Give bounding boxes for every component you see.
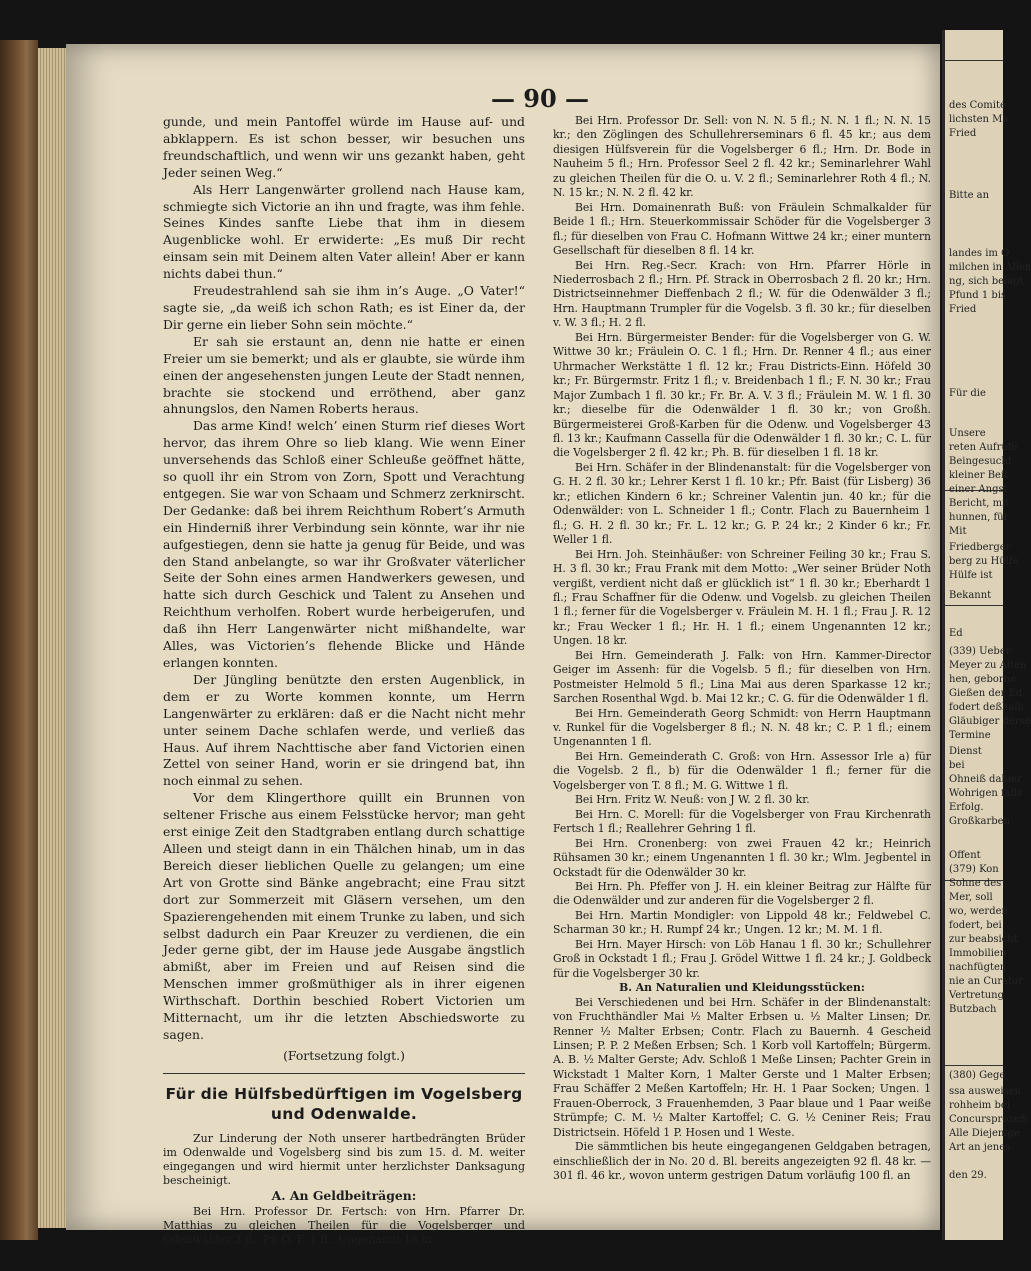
next-page-fragment: nie an Curator <box>949 976 1023 987</box>
next-page-fragment: Alle Diejenige <box>949 1128 1020 1139</box>
paragraph: Als Herr Langenwärter grollend nach Hause kam, schmiegte sich Victorie an ihn und fragte, was ihm fehle. Seines Kindes sanfte Liebe that ihm in diesem Augenblicke wohl. Er erwiderte: „Es muß Dir recht einsam sein mit Deinem alten Vater allein! Aber er kann nichts dabei thun.“ <box>163 181 525 282</box>
next-page-fragment: Friedberger <box>949 542 1011 553</box>
continuation-note: (Fortsetzung folgt.) <box>283 1047 405 1063</box>
next-page-fragment: (380) Gege <box>949 1070 1006 1081</box>
next-page-fragment: den 29. <box>949 1170 987 1181</box>
divider <box>163 1073 525 1074</box>
next-page-edge <box>942 30 1031 1240</box>
next-page-fragment: Wohrigen falls <box>949 788 1023 799</box>
donation-entry: Bei Hrn. Gemeinderath Georg Schmidt: von Herrn Hauptmann v. Runkel für die Vogelsberger 8 fl.; N. N. 48 kr.; C. P. 1 fl.; einem Ungenannten 1 fl. <box>553 706 931 749</box>
next-page-fragment: hen, geborne <box>949 674 1017 685</box>
next-page-fragment: Für die <box>949 388 986 399</box>
donation-entry: Bei Hrn. Gemeinderath C. Groß: von Hrn. Assessor Irle a) für die Vogelsb. 2 fl., b) für die Odenwälder 1 fl.; ferner für die Vogelsberger von T. 8 fl.; M. G. Wittwe 1 fl. <box>553 749 931 792</box>
section-b-heading: B. An Naturalien und Kleidungsstücken: <box>619 981 865 995</box>
divider <box>945 1065 1003 1066</box>
donation-entry: Bei Hrn. Bürgermeister Bender: für die Vogelsberger von G. W. Wittwe 30 kr.; Fräulein O. C. 1 fl.; Hrn. Dr. Renner 4 fl.; aus einer Uhrmacher Werkstätte 1 fl. 12 kr.; Frau Districts-Einn. Höfeld 30 kr.; Fr. Bürgermstr. Fritz 1 fl.; v. Breidenbach 1 fl.; F. N. 30 kr.; Frau Major Zumbach 1 fl. 30 kr.; Fr. Br. A. V. 3 fl.; Fräulein M. W. 1 fl. 30 kr.; dieselbe für die Odenwälder 1 fl. 30 kr.; von Großh. Bürgermeisterei Groß-Karben für die Odenw. und Vogelsberger 43 fl. 13 kr.; Kaufmann Cassella für die Odenwälder 1 fl. 30 kr.; C. L. für die Vogelsberger 2 fl. 42 kr.; Ph. B. für dieselben 1 fl. 18 kr. <box>553 330 931 460</box>
next-page-fragment: rohheim bei <box>949 1100 1010 1111</box>
next-page-fragment: Meyer zu Alten <box>949 660 1027 671</box>
next-page-fragment: Erfolg. <box>949 802 984 813</box>
donation-entry: Bei Hrn. Schäfer in der Blindenanstalt: für die Vogelsberger von G. H. 2 fl. 30 kr.; Lehrer Kerst 1 fl. 10 kr.; Pfr. Baist (für Lisberg) 36 kr.; etlichen Kindern 6 kr.; Schreiner Valentin jun. 40 kr.; für die Odenwälder: von L. Schneider 1 fl.; Contr. Flach zu Bauernheim 1 fl.; G. H. 2 fl. 30 kr.; Fr. L. 12 kr.; G. P. 24 kr.; 2 Kinder 6 kr.; Fr. Weller 1 fl. <box>553 460 931 547</box>
next-page-fragment: Großkarben <box>949 816 1011 827</box>
next-page-fragment: Dienst <box>949 746 982 757</box>
next-page-fragment: Vertretung <box>949 990 1005 1001</box>
donation-entry: Bei Hrn. Ph. Pfeffer von J. H. ein kleiner Beitrag zur Hälfte für die Odenwälder und zur anderen für die Vogelsberger 2 fl. <box>553 880 931 908</box>
next-page-fragment: Bekannt <box>949 590 992 601</box>
donation-entry: Bei Hrn. C. Morell: für die Vogelsberger von Frau Kirchenrath Fertsch 1 fl.; Reallehrer Gehring 1 fl. <box>553 807 931 836</box>
next-page-fragment: Unsere <box>949 428 986 439</box>
next-page-fragment: Ed <box>949 628 963 639</box>
next-page-fragment: Immobilien <box>949 948 1007 959</box>
next-page-fragment: Offent <box>949 850 981 861</box>
donation-entry: Bei Hrn. Joh. Steinhäußer: von Schreiner Feiling 30 kr.; Frau S. H. 3 fl. 30 kr.; Frau Frank mit dem Motto: „Wer seiner Brüder Noth vergißt, verdient nicht daß er glücklich ist“ 1 fl. 30 kr.; Eberhardt 1 fl.; Frau Schaffner für die Odenw. und Vogelsb. zu gleichen Theilen 1 fl.; ferner für die Vogelsberger v. Fräulein M. H. 1 fl.; Frau J. R. 12 kr.; Frau Wecker 1 fl.; Hr. H. 1 fl.; einem Ungenannten 12 kr.; Ungen. 18 kr. <box>553 547 931 648</box>
next-page-fragment: kleiner Beit <box>949 470 1009 481</box>
next-page-fragment: Sohne des <box>949 878 1002 889</box>
next-page-fragment: Gläubiger derse <box>949 716 1031 727</box>
page-edges <box>38 48 68 1228</box>
donation-entry: Bei Hrn. Fritz W. Neuß: von J W. 2 fl. 30 kr. <box>575 793 810 807</box>
paragraph: gunde, und mein Pantoffel würde im Hause auf- und abklappern. Es ist schon besser, wir besuchen uns freundschaftlich, und wenn wir uns gezankt haben, geht Jeder seinen Weg.“ <box>163 114 525 180</box>
paragraph: Er sah sie erstaunt an, denn nie hatte er einen Freier um sie bemerkt; und als er glaubte, sie würde ihm einen der angesehensten jungen Leute der Stadt nennen, brachte sie stockend und erröthend, aber ganz ahnungslos, den Namen Roberts heraus. <box>163 333 525 417</box>
next-page-fragment: milchen in Allen <box>949 262 1031 273</box>
next-page-fragment: ssa ausweisen <box>949 1086 1022 1097</box>
next-page-fragment: (339) Ueber <box>949 646 1011 657</box>
next-page-fragment: Fried <box>949 304 977 315</box>
paragraph: Vor dem Klingerthore quillt ein Brunnen von seltener Frische aus einem Felsstücke hervor; man geht erst einige Zeit den Stadtgraben entlang durch schattige Alleen und steigt dann in ein Thälchen hinab, um in das Bereich dieser lieblichen Quelle zu gelangen; um eine Art von Grotte sind Bänke angebracht; eine Frau sitzt dort zur Sommerzeit mit Gläsern versehen, um den Spazierengehenden mit einem Trunke zu laben, und sich selbst dadurch ein Paar Kreuzer zu verdienen, die ein Jeder gerne gibt, der im Hause jede Ausgabe ängstlich abmißt, aber im Freien und auf Reisen sind die Menschen immer großmüthiger als in ihrer eigenen Wirthschaft. Dorthin beschied Robert Victorien um Mitternacht, um ihr die letzten Abschiedsworte zu sagen. <box>163 790 525 1042</box>
next-page-fragment: Art an jenes <box>949 1142 1011 1153</box>
book-spine <box>0 40 38 1240</box>
divider <box>945 60 1003 61</box>
article-headline: Für die Hülfsbedürftigen im Vogelsberg und Odenwalde. <box>165 1084 523 1123</box>
next-page-fragment: Butzbach <box>949 1004 997 1015</box>
donation-entry: Bei Hrn. Mayer Hirsch: von Löb Hanau 1 fl. 30 kr.; Schullehrer Groß in Ockstadt 1 fl.; Frau J. Grödel Wittwe 1 fl. 24 kr.; J. Goldbeck für die Vogelsberger 30 kr. <box>553 937 931 980</box>
next-page-fragment: Mer, soll <box>949 892 993 903</box>
next-page-fragment: fodert deßhalb <box>949 702 1025 713</box>
next-page-fragment: nachfügten <box>949 962 1007 973</box>
right-column <box>553 114 931 1184</box>
next-page-fragment: zur beabsicht <box>949 934 1018 945</box>
next-page-fragment: Fried <box>949 128 977 139</box>
next-page-fragment: Pfund 1 bis <box>949 290 1007 301</box>
next-page-fragment: Bitte an <box>949 190 990 201</box>
next-page-fragment: hunnen, für <box>949 512 1009 523</box>
donation-entry: Bei Hrn. Domainenrath Buß: von Fräulein Schmalkalder für Beide 1 fl.; Hrn. Steuerkommissair Schöder für die Vogelsberger 3 fl.; für dieselben von Frau C. Hofmann Wittwe 24 kr.; einer muntern Gesellschaft für dieselben 8 fl. 14 kr. <box>553 200 931 258</box>
donation-entry: Bei Hrn. Martin Mondigler: von Lippold 48 kr.; Feldwebel C. Scharman 30 kr.; H. Rumpf 24 kr.; Ungen. 12 kr.; M. M. 1 fl. <box>553 908 931 937</box>
donation-entry: Bei Hrn. Professor Dr. Fertsch: von Hrn. Pfarrer Dr. Matthias zu gleichen Theilen für die Vogelsberger und Odenwälder 3 fl.; Pr. O. F. 1 fl.; Ungenannt 18 kr. <box>163 1204 525 1246</box>
next-page-fragment: Termine <box>949 730 991 741</box>
next-page-fragment: Bericht, mit <box>949 498 1010 509</box>
donation-entry: Bei Hrn. Cronenberg: von zwei Frauen 42 kr.; Heinrich Rühsamen 30 kr.; einem Ungenannten 1 fl. 30 kr.; Wlm. Jegbentel in Ockstadt für die Odenwälder 30 kr. <box>553 836 931 879</box>
next-page-fragment: ng, sich belagt <box>949 276 1024 287</box>
donation-entry: Bei Hrn. Gemeinderath J. Falk: von Hrn. Kammer-Director Geiger im Assenh: für die Vogelsb. 5 fl.; für dieselben von Hrn. Postmeister Helmold 5 fl.; Lina Mai aus deren Sparkasse 12 kr.; Sarchen Rosenthal Wgd. b. Mai 12 kr.; C. G. für die Odenwälder 1 fl. <box>553 648 931 706</box>
next-page-fragment: des Comité <box>949 100 1006 111</box>
next-page-fragment: Mit <box>949 526 967 537</box>
donation-entry: Bei Hrn. Reg.-Secr. Krach: von Hrn. Pfarrer Hörle in Niederrosbach 2 fl.; Hrn. Pf. Strack in Oberrosbach 2 fl. 20 kr.; Hrn. Districtseinnehmer Dieffenbach 2 fl.; W. für die Odenwälder 3 fl.; Hrn. Hauptmann Trumpler für die Vogelsb. 3 fl. 30 kr.; für dieselben v. W. 3 fl.; H. 2 fl. <box>553 258 931 330</box>
next-page-fragment: Ohneiß dahier <box>949 774 1022 785</box>
next-page-fragment: Gießen der Ed <box>949 688 1023 699</box>
next-page-fragment: lichsten Ma <box>949 114 1009 125</box>
next-page-fragment: einer Angst <box>949 484 1008 495</box>
divider <box>945 605 1003 606</box>
paragraph: Freudestrahlend sah sie ihm in’s Auge. „O Vater!“ sagte sie, „da weiß ich schon Rath; es ist Einer da, der Dir gerne ein lieber Sohn sein möchte.“ <box>163 283 525 332</box>
article-intro: Zur Linderung der Noth unserer hartbedrängten Brüder im Odenwalde und Vogelsberg sind bis zum 15. d. M. weiter eingegangen und wird hiermit unter herzlichster Danksagung bescheinigt. <box>163 1131 525 1187</box>
next-page-fragment: reten Aufrufe <box>949 442 1018 453</box>
next-page-fragment: berg zu Hülfe <box>949 556 1019 567</box>
next-page-fragment: Hülfe ist <box>949 570 993 581</box>
donation-entry: Bei Hrn. Professor Dr. Sell: von N. N. 5 fl.; N. N. 1 fl.; N. N. 15 kr.; den Zöglingen des Schullehrerseminars 6 fl. 45 kr.; aus dem diesigen Hülfsverein für die Vogelsberger 6 fl.; Hrn. Dr. Bode in Nauheim 5 fl.; Hrn. Professor Seel 2 fl. 42 kr.; Seminarlehrer Wahl zu gleichen Theilen für die O. u. V. 2 fl.; Seminarlehrer Roth 4 fl.; N. N. 15 kr.; N. N. 2 fl. 42 kr. <box>553 114 931 200</box>
left-column <box>163 114 525 1247</box>
next-page-fragment: bei <box>949 760 965 771</box>
next-page-fragment: wo, werden <box>949 906 1008 917</box>
next-page-fragment: (379) Kon <box>949 864 999 875</box>
paragraph: Das arme Kind! welch’ einen Sturm rief dieses Wort hervor, das ihrem Ohre so lieb klang. Wie wenn Einer unversehends das Schloß einer Schleuße geöffnet hätte, so quoll ihr ein Strom von Zorn, Spott und Verachtung entgegen. Sie war von Schaam und Schmerz zerknirscht. Der Gedanke: daß bei ihrem Reichthum Robert’s Armuth ein Hinderniß ihrer Verbindung sein könnte, war ihr nie aufgestiegen, denn sie hatte ja genug für Beide, und was den Stand anbelangte, so war ihr Großvater väterlicher Seite der Sohn eines armen Handwerkers gewesen, und hatte sich durch Geschick und Talent zu Ansehen und Reichthum verholfen. Robert wurde herbeigerufen, und daß ihn Herr Langenwärter nicht mißhandelte, war Alles, was Victorien’s flehende Blicke und Hände erlangen konnten. <box>163 418 525 670</box>
page-number: — 90 — <box>490 84 590 113</box>
paragraph: Der Jüngling benützte den ersten Augenblick, in dem er zu Worte kommen konnte, um Herrn Langenwärter zu erklären: daß er die Nacht nicht mehr unter seinem Dache schlafen werde, und verließ das Haus. Auf ihrem Nachttische aber fand Victorien einen Zettel von seiner Hand, worin er sie dringend bat, ihn noch einmal zu sehen. <box>163 671 525 789</box>
next-page-fragment: Concursprozeß <box>949 1114 1027 1125</box>
donation-entry: Bei Verschiedenen und bei Hrn. Schäfer in der Blindenanstalt: von Fruchthändler Mai ½ Malter Erbsen u. ½ Malter Linsen; Dr. Renner ½ Malter Erbsen; Contr. Flach zu Bauernh. 4 Gescheid Linsen; P. P. 2 Meßen Erbsen; Sch. 1 Korb voll Kartoffeln; Bürgerm. A. B. ½ Malter Gerste; Adv. Schloß 1 Meße Linsen; Pachter Grein in Wickstadt 1 Malter Korn, 1 Malter Gerste und 1 Malter Erbsen; Frau Schäffer 2 Meßen Kartoffeln; Hr. H. 1 Paar Socken; Ungen. 1 Frauen-Oberrock, 3 Frauenhemden, 3 Paar blaue und 1 Paar weiße Strümpfe; C. M. ½ Malter Kartoffel; C. G. ½ Ceniner Reis; Frau Districtsein. Höfeld 1 P. Hosen und 1 Weste. <box>553 995 931 1139</box>
next-page-fragment: Beingesucht <box>949 456 1012 467</box>
next-page-fragment: landes im O <box>949 248 1010 259</box>
section-a-heading: A. An Geldbeiträgen: <box>271 1187 417 1203</box>
summary-paragraph: Die sämmtlichen bis heute eingegangenen Geldgaben betragen, einschließlich der in No. 20 d. Bl. bereits angezeigten 92 fl. 48 kr. — 301 fl. 46 kr., wovon unterm gestrigen Datum vorläufig 100 fl. an <box>553 1140 931 1183</box>
next-page-fragment: fodert, bei <box>949 920 1002 931</box>
